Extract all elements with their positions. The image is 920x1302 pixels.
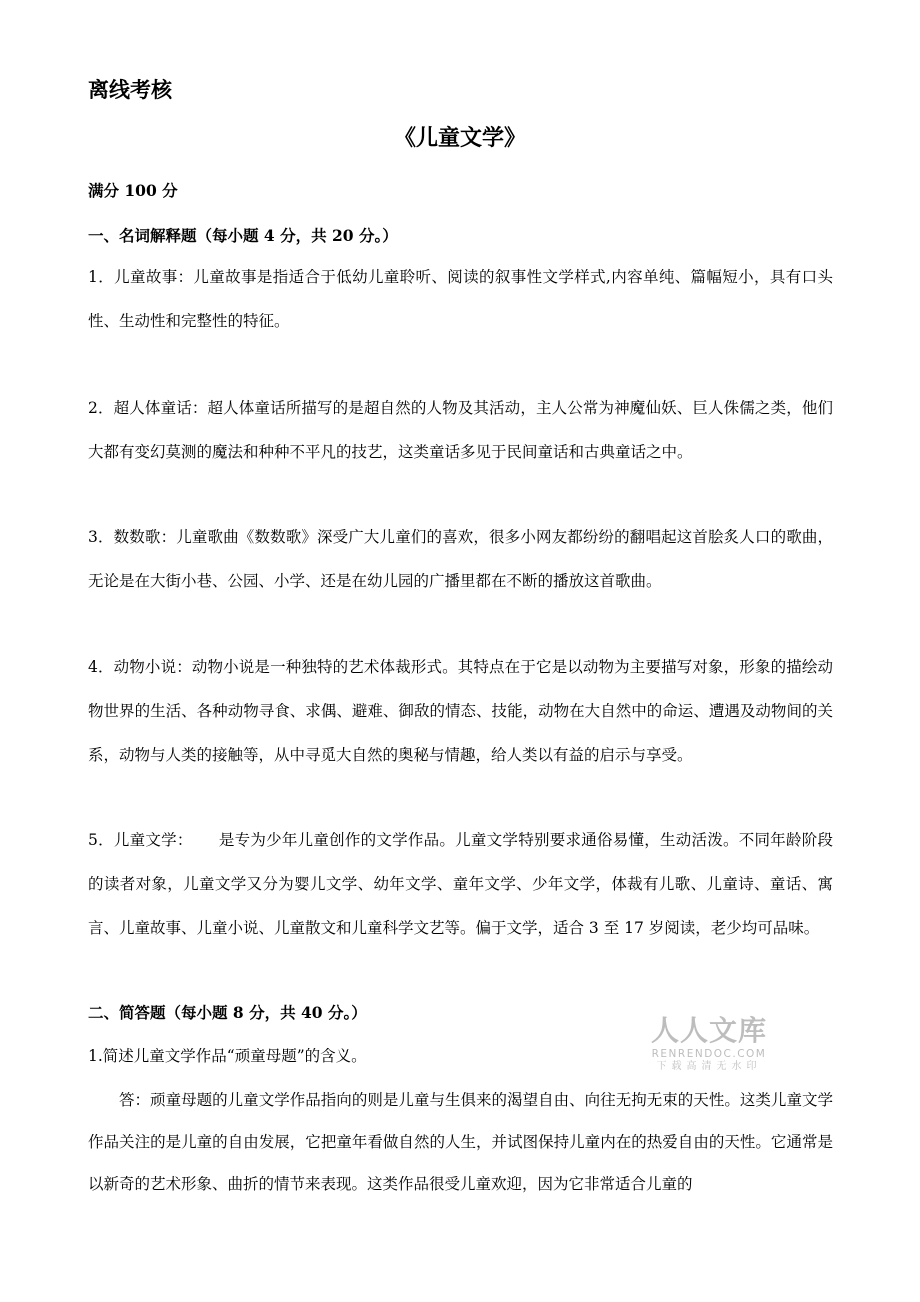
watermark-logo [646,1014,772,1074]
exam-type-label: 离线考核 [88,78,172,102]
term-label: 4．动物小说： [88,658,192,676]
term-label: 3．数数歌： [88,528,177,546]
term-label: 1．儿童故事： [88,268,194,286]
term-label: 2．超人体童话： [88,399,208,417]
short-answer-question-1: 1.简述儿童文学作品“顽童母题”的含义。 [88,1047,367,1065]
full-score: 满分 100 分 [88,181,178,200]
term-text: 儿童故事是指适合于低幼儿童聆听、阅读的叙事性文学样式,内容单纯、篇幅短小，具有口头性、生动性和完整性的特征。 [88,268,833,330]
watermark-name: 人人文库 [650,1014,767,1047]
section-2-heading: 二、简答题（每小题 8 分，共 40 分。） [88,1003,367,1022]
watermark-slogan: 下载高清无水印 [656,1061,762,1072]
term-definition-1 [88,255,833,343]
term-definition-4 [88,645,833,777]
short-answer-answer-1: 答：顽童母题的儿童文学作品指向的则是儿童与生俱来的渴望自由、向往无拘无束的天性。这类儿童文学作品关注的是儿童的自由发展，它把童年看做自然的人生，并试图保持儿童内在的热爱自由的天性。它通常是以新奇的艺术形象、曲折的情节来表现。这类作品很受儿童欢迎，因为它非常适合儿童的 [88,1091,833,1193]
term-text: 儿童歌曲《数数歌》深受广大儿童们的喜欢，很多小网友都纷纷的翻唱起这首脍炙人口的歌曲，无论是在大街小巷、公园、小学、还是在幼儿园的广播里都在不断的播放这首歌曲。 [88,528,833,590]
term-text: 超人体童话所描写的是超自然的人物及其活动，主人公常为神魔仙妖、巨人侏儒之类，他们大都有变幻莫测的魔法和种种不平凡的技艺，这类童话多见于民间童话和古典童话之中。 [88,399,833,461]
section-1-heading: 一、名词解释题（每小题 4 分，共 20 分。） [88,226,398,245]
term-definition-5 [88,818,833,950]
watermark-domain: RENRENDOC.COM [651,1048,767,1060]
term-definition-3 [88,515,833,603]
term-text: 动物小说是一种独特的艺术体裁形式。其特点在于它是以动物为主要描写对象，形象的描绘动物世界的生活、各种动物寻食、求偶、避难、御敌的情态、技能，动物在大自然中的命运、遭遇及动物间的关系，动物与人类的接触等，从中寻觅大自然的奥秘与情趣，给人类以有益的启示与享受。 [88,658,833,764]
term-definition-2 [88,386,833,474]
term-text: 是专为少年儿童创作的文学作品。儿童文学特别要求通俗易懂，生动活泼。不同年龄阶段的读者对象，儿童文学又分为婴儿文学、幼年文学、童年文学、少年文学，体裁有儿歌、儿童诗、童话、寓言、儿童故事、儿童小说、儿童散文和儿童科学文艺等。偏于文学，适合 3 至 17 岁阅读，老少均可品味。 [88,831,833,937]
term-label: 5．儿童文学： [88,831,193,849]
course-title: 《儿童文学》 [393,126,526,151]
